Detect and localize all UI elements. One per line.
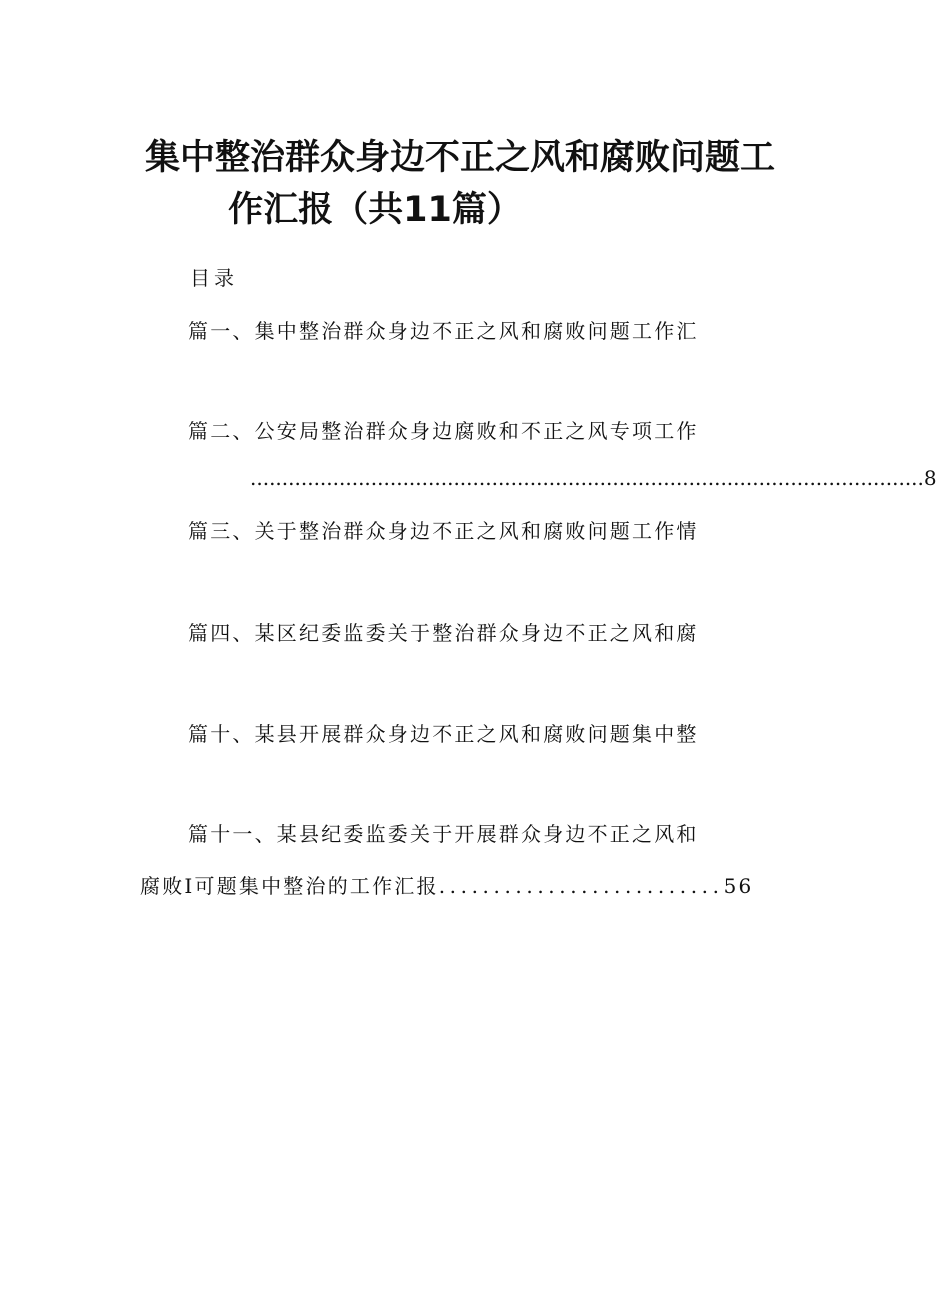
toc-entry-5[interactable]: 篇十、某县开展群众身边不正之风和腐败问题集中整	[188, 722, 699, 746]
toc-entry-6-continuation: 腐败I可题集中整治的工作汇报	[140, 874, 439, 898]
toc-entry-6-continuation-line[interactable]	[140, 870, 753, 899]
document-title-line-1: 集中整治群众身边不正之风和腐败问题工	[144, 138, 775, 178]
toc-entry-6[interactable]: 篇十一、某县纪委监委关于开展群众身边不正之风和	[188, 822, 699, 846]
toc-entry-3[interactable]: 篇三、关于整治群众身边不正之风和腐败问题工作情	[188, 519, 699, 543]
document-title-line-2: 作汇报（共11篇）	[228, 190, 522, 230]
toc-entry-2[interactable]: 篇二、公安局整治群众身边腐败和不正之风专项工作	[188, 419, 699, 443]
toc-entry-2-page-number: 8	[923, 466, 937, 490]
toc-entry-6-leader-dots: ..........................	[438, 874, 724, 898]
toc-heading: 目录	[190, 266, 238, 290]
toc-entry-4[interactable]: 篇四、某区纪委监委关于整治群众身边不正之风和腐	[188, 621, 699, 645]
toc-entry-2-leader-row	[250, 465, 937, 491]
toc-entry-1[interactable]: 篇一、集中整治群众身边不正之风和腐败问题工作汇	[188, 319, 699, 343]
toc-entry-2-leader-dots: ..........................................................................................................	[250, 466, 924, 490]
toc-entry-6-page-number: 56	[723, 874, 754, 898]
